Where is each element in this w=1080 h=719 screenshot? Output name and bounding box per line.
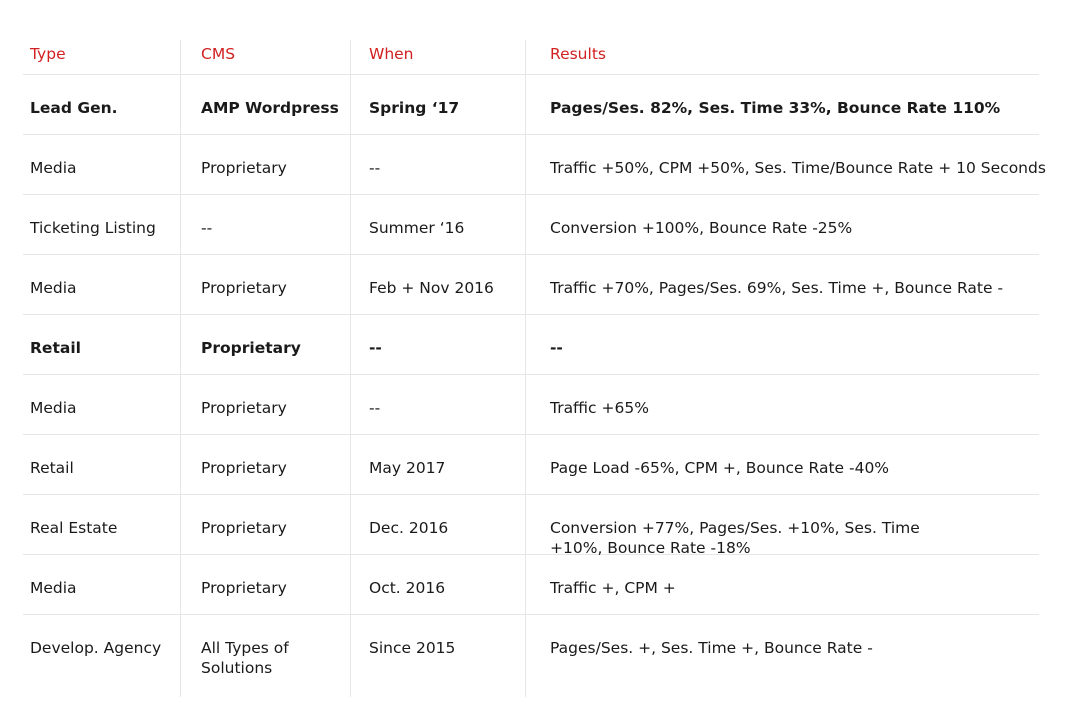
cell-type [23, 255, 180, 314]
cell-when [350, 255, 525, 314]
cell-results [525, 135, 1046, 194]
table-body [23, 75, 1046, 697]
header-type: Type [30, 45, 66, 63]
cell-cms-text: -- [201, 219, 213, 237]
cell-results-text: Traffic +65% [550, 399, 649, 417]
cell-type [23, 315, 180, 374]
cell-type-text: Retail [30, 459, 74, 477]
cell-results [525, 315, 1039, 374]
cell-results-text: Traffic +50%, CPM +50%, Ses. Time/Bounce Rate + 10 Seconds [550, 159, 1046, 177]
table-row [23, 435, 1039, 495]
cell-results [525, 75, 1039, 134]
cell-when-text: Feb + Nov 2016 [369, 279, 494, 297]
cell-type [23, 495, 180, 554]
cell-when-text: Spring ‘17 [369, 99, 460, 117]
table-row [23, 315, 1039, 375]
cell-type [23, 555, 180, 614]
table-row [23, 195, 1039, 255]
cell-cms-text: Proprietary [201, 519, 287, 537]
cell-when [350, 495, 525, 554]
cell-results-text: -- [550, 339, 563, 357]
cell-type-text: Lead Gen. [30, 99, 118, 117]
cell-results [525, 555, 1039, 614]
cell-cms [180, 495, 350, 554]
table-row [23, 375, 1039, 435]
cell-cms [180, 435, 350, 494]
cell-results-text: Conversion +100%, Bounce Rate -25% [550, 219, 853, 237]
cell-cms-text: Proprietary [201, 159, 287, 177]
cell-results [525, 195, 1039, 254]
cell-results-text: Pages/Ses. 82%, Ses. Time 33%, Bounce Rate 110% [550, 99, 1001, 117]
cell-when [350, 435, 525, 494]
cell-results-text: Page Load -65%, CPM +, Bounce Rate -40% [550, 459, 890, 477]
cell-type-text: Media [30, 279, 77, 297]
cell-when [350, 555, 525, 614]
cell-type-text: Media [30, 159, 77, 177]
cell-results [525, 615, 1039, 697]
cell-cms [180, 375, 350, 434]
table-row [23, 255, 1039, 315]
cell-results [525, 435, 1039, 494]
cell-type [23, 375, 180, 434]
cell-when [350, 315, 525, 374]
cell-cms [180, 315, 350, 374]
cell-cms-text: Proprietary [201, 279, 287, 297]
header-cms: CMS [180, 40, 350, 74]
cell-when-text: Summer ‘16 [369, 219, 465, 237]
cell-cms-text: Proprietary [201, 459, 287, 477]
cell-when-text: Oct. 2016 [369, 579, 446, 597]
cell-type [23, 615, 180, 697]
cell-type-text: Develop. Agency [30, 639, 162, 657]
cell-results [525, 495, 1039, 557]
cell-when [350, 615, 525, 697]
cell-cms-text: All Types of Solutions [201, 639, 289, 677]
cell-when-text: -- [369, 339, 382, 357]
cell-results-text: Pages/Ses. +, Ses. Time +, Bounce Rate - [550, 639, 873, 657]
cell-type-text: Media [30, 579, 77, 597]
cell-when [350, 375, 525, 434]
cell-when-text: -- [369, 399, 381, 417]
cell-results-text: Traffic +70%, Pages/Ses. 69%, Ses. Time +, Bounce Rate - [550, 279, 1004, 297]
cell-cms-text: Proprietary [201, 339, 301, 357]
cell-when [350, 195, 525, 254]
table-row [23, 75, 1039, 135]
cell-results-text: Conversion +77%, Pages/Ses. +10%, Ses. Time +10%, Bounce Rate -18% [550, 519, 920, 557]
header-results: Results [525, 40, 1039, 74]
header-when: When [350, 40, 525, 74]
table-row [23, 135, 1046, 195]
cell-results [525, 255, 1039, 314]
cell-when-text: Since 2015 [369, 639, 456, 657]
cell-when-text: -- [369, 159, 381, 177]
cell-cms-text: Proprietary [201, 399, 287, 417]
table-row [23, 555, 1039, 615]
cell-cms [180, 135, 350, 194]
cell-type-text: Ticketing Listing [30, 219, 156, 237]
cell-type-text: Real Estate [30, 519, 118, 537]
table-header-row [23, 40, 1039, 75]
cell-when [350, 75, 525, 134]
cell-type [23, 135, 180, 194]
cell-type [23, 75, 180, 134]
results-table [23, 40, 1046, 697]
cell-cms-text: AMP Wordpress [201, 99, 339, 117]
cell-type [23, 195, 180, 254]
cell-when [350, 135, 525, 194]
cell-cms [180, 615, 350, 697]
cell-cms [180, 555, 350, 614]
cell-when-text: Dec. 2016 [369, 519, 449, 537]
table-row [23, 615, 1039, 697]
cell-when-text: May 2017 [369, 459, 446, 477]
cell-cms-text: Proprietary [201, 579, 287, 597]
cell-type [23, 435, 180, 494]
cell-cms [180, 75, 350, 134]
cell-cms [180, 255, 350, 314]
cell-results-text: Traffic +, CPM + [550, 579, 676, 597]
cell-results [525, 375, 1039, 434]
cell-type-text: Retail [30, 339, 81, 357]
cell-type-text: Media [30, 399, 77, 417]
table-row [23, 495, 1039, 555]
cell-cms [180, 195, 350, 254]
